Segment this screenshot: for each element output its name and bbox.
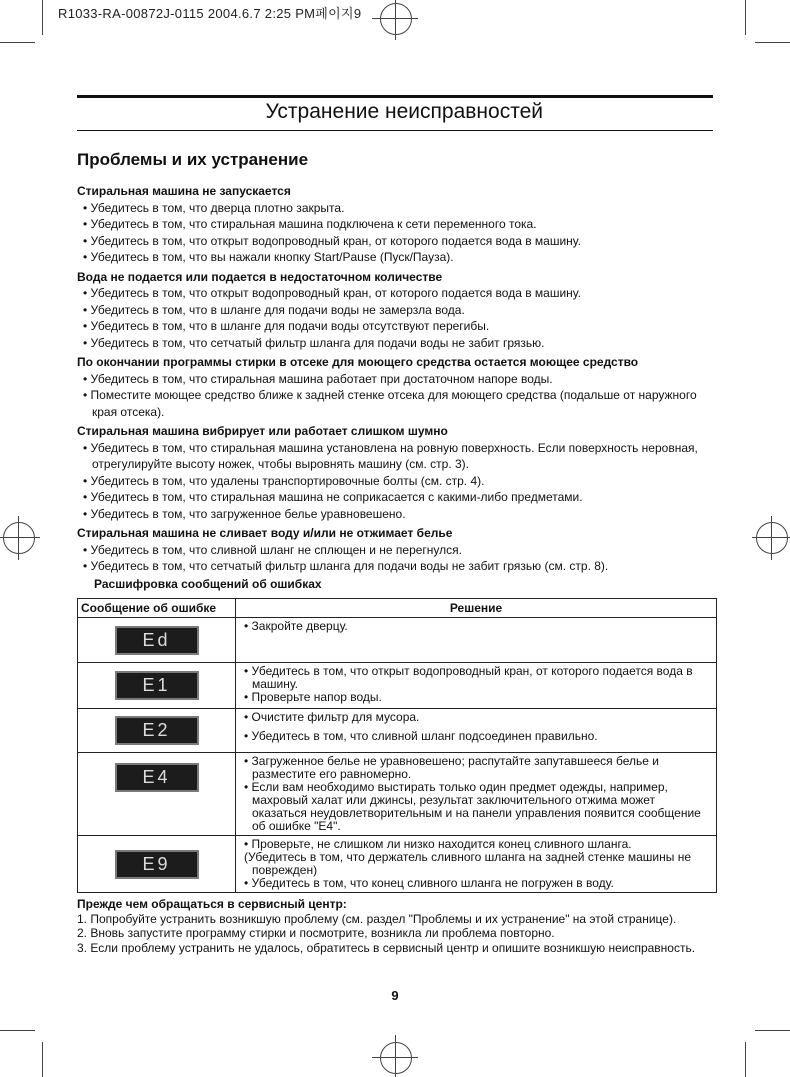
problem-item: • Убедитесь в том, что загруженное белье уравновешено. xyxy=(77,506,717,523)
table-header-row xyxy=(78,599,717,618)
table-row xyxy=(78,753,717,836)
error-table-title: Расшифровка сообщений об ошибках xyxy=(94,576,322,591)
table-row xyxy=(78,663,717,709)
page-number: 9 xyxy=(391,988,399,1003)
problem-item: • Убедитесь в том, что открыт водопроводный кран, от которого подается вода в машину. xyxy=(77,285,717,302)
problem-group xyxy=(77,354,717,420)
solution-cell xyxy=(236,709,717,753)
error-code-cell xyxy=(78,836,236,893)
registration-mark-left xyxy=(3,522,35,554)
error-code-display: E1 xyxy=(115,671,199,700)
column-header-message: Сообщение об ошибке xyxy=(78,599,236,618)
error-code-display: E9 xyxy=(115,850,199,879)
problem-heading: Стиральная машина вибрирует или работает слишком шумно xyxy=(77,424,448,438)
table-row xyxy=(78,618,717,663)
problem-heading: Стиральная машина не запускается xyxy=(77,184,291,198)
problem-group xyxy=(77,525,717,575)
problem-item: • Убедитесь в том, что стиральная машина работает при достаточном напоре воды. xyxy=(77,371,717,388)
title-rule-top xyxy=(77,95,713,98)
table-row xyxy=(78,836,717,893)
service-step: 1. Попробуйте устранить возникшую проблему (см. раздел "Проблемы и их устранение" на этой странице). xyxy=(77,911,677,926)
problem-item: • Убедитесь в том, что сетчатый фильтр шланга для подачи воды не забит грязью (см. стр. 8). xyxy=(77,558,717,575)
problem-heading: По окончании программы стирки в отсеке для моющего средства остается моющее средство xyxy=(77,355,639,369)
error-table xyxy=(77,598,717,893)
problem-item: • Поместите моющее средство ближе к задней стенке отсека для моющего средства (подальше от наружного края отсека). xyxy=(77,387,717,420)
trim-mark-tr-h xyxy=(755,42,790,43)
error-code-display: Ed xyxy=(115,626,199,655)
problems-list xyxy=(77,180,717,592)
solution-cell xyxy=(236,618,717,663)
trim-mark-br-h xyxy=(755,1030,790,1031)
registration-mark-right xyxy=(756,522,788,554)
solution-item: • Закройте дверцу. xyxy=(242,620,712,633)
problem-item: • Убедитесь в том, что в шланге для подачи воды отсутствуют перегибы. xyxy=(77,318,717,335)
problem-item: • Убедитесь в том, что удалены транспортировочные болты (см. стр. 4). xyxy=(77,473,717,490)
solution-item: • Если вам необходимо выстирать только один предмет одежды, например, махровый халат или джинсы, результат заключительного отжима может оказаться неудовлетворительным и на панели управления появится сообщение об ошибке "E4". xyxy=(242,781,712,833)
solution-item: • Проверьте напор воды. xyxy=(242,691,712,704)
error-code-display: E2 xyxy=(115,716,199,745)
problem-heading: Стиральная машина не сливает воду и/или не отжимает белье xyxy=(77,526,453,540)
registration-mark-top xyxy=(380,3,412,35)
page-title: Устранение неисправностей xyxy=(265,100,543,123)
registration-mark-bottom xyxy=(380,1042,412,1074)
problem-group xyxy=(77,269,717,352)
problem-item: • Убедитесь в том, что в шланге для подачи воды не замерзла вода. xyxy=(77,302,717,319)
print-header: R1033-RA-00872J-0115 2004.6.7 2:25 PM페이지9 xyxy=(58,6,362,21)
service-center-section xyxy=(77,897,717,955)
problem-item: • Убедитесь в том, что дверца плотно закрыта. xyxy=(77,200,717,217)
problem-item: • Убедитесь в том, что сетчатый фильтр шланга для подачи воды не забит грязью. xyxy=(77,335,717,352)
trim-mark-tr xyxy=(745,0,746,35)
trim-mark-br xyxy=(745,1042,746,1077)
solution-cell xyxy=(236,753,717,836)
problem-item: • Убедитесь в том, что открыт водопроводный кран, от которого подается вода в машину. xyxy=(77,233,717,250)
solution-cell xyxy=(236,836,717,893)
error-code-cell xyxy=(78,753,236,836)
table-row xyxy=(78,709,717,753)
problem-item: • Убедитесь в том, что стиральная машина подключена к сети переменного тока. xyxy=(77,216,717,233)
trim-mark-tl xyxy=(42,0,43,35)
solution-item: • Убедитесь в том, что открыт водопроводный кран, от которого подается вода в машину. xyxy=(242,665,712,691)
service-step: 3. Если проблему устранить не удалось, обратитесь в сервисный центр и опишите возникшую неисправность. xyxy=(77,940,696,955)
solution-item: • Загруженное белье не уравновешено; распутайте запутавшееся белье и разместите его равномерно. xyxy=(242,755,712,781)
title-rule-bottom xyxy=(77,130,713,131)
solution-item: • Убедитесь в том, что конец сливного шланга не погружен в воду. xyxy=(242,877,712,890)
solution-note: (Убедитесь в том, что держатель сливного шланга на задней стенке машины не поврежден) xyxy=(244,850,692,877)
solution-item: • Очистите фильтр для мусора. xyxy=(242,711,712,724)
problem-item: • Убедитесь в том, что сливной шланг не сплющен и не перегнулся. xyxy=(77,542,717,559)
problem-heading: Вода не подается или подается в недостаточном количестве xyxy=(77,269,443,284)
error-code-cell xyxy=(78,618,236,663)
problem-group xyxy=(77,183,717,266)
column-header-solution: Решение xyxy=(236,599,717,618)
error-code-cell xyxy=(78,709,236,753)
solution-item: • Проверьте, не слишком ли низко находится конец сливного шланга. xyxy=(242,838,712,851)
error-code-cell xyxy=(78,663,236,709)
section-title: Проблемы и их устранение xyxy=(77,150,309,169)
trim-mark-bl-h xyxy=(0,1030,35,1031)
problem-group xyxy=(77,423,717,522)
solution-cell xyxy=(236,663,717,709)
problem-item: • Убедитесь в том, что стиральная машина не соприкасается с какими-либо предметами. xyxy=(77,489,717,506)
service-step: 2. Вновь запустите программу стирки и посмотрите, возникла ли проблема повторно. xyxy=(77,926,555,940)
solution-item: • Убедитесь в том, что сливной шланг подсоединен правильно. xyxy=(242,730,712,743)
problem-item: • Убедитесь в том, что вы нажали кнопку Start/Pause (Пуск/Пауза). xyxy=(77,249,717,266)
trim-mark-tl-h xyxy=(0,42,35,43)
trim-mark-bl xyxy=(42,1042,43,1077)
error-code-display: E4 xyxy=(115,763,199,792)
service-heading: Прежде чем обращаться в сервисный центр: xyxy=(77,897,347,911)
problem-item: • Убедитесь в том, что стиральная машина установлена на ровную поверхность. Если поверхность неровная, отрегулируйте высоту ножек, чтобы выровнять машину (см. стр. 3). xyxy=(77,440,717,473)
